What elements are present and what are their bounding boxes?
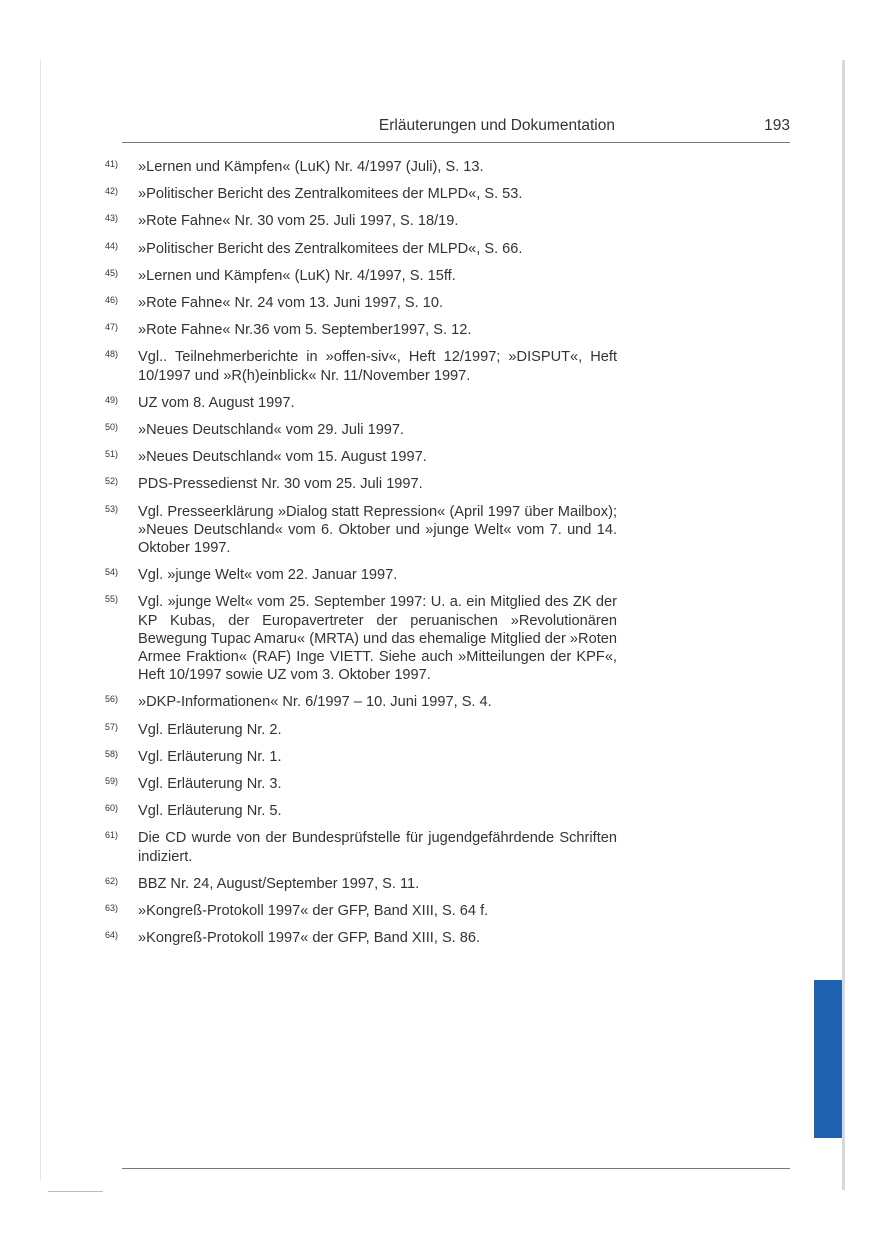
endnote-text: »Politischer Bericht des Zentralkomitees der MLPD«, S. 66.: [138, 240, 523, 257]
endnote: [105, 267, 617, 285]
running-header: [122, 116, 790, 143]
endnote: [105, 294, 617, 312]
endnote-text: »Neues Deutschland« vom 29. Juli 1997.: [138, 422, 405, 439]
endnote-number: 48): [105, 349, 119, 360]
endnote: [105, 240, 617, 258]
endnote-number: 50): [105, 422, 119, 433]
endnote-number: 44): [105, 240, 119, 251]
endnote-text: Vgl. Erläuterung Nr. 1.: [138, 748, 282, 765]
endnote: [105, 448, 617, 466]
endnote-number: 42): [105, 186, 119, 197]
endnote: [105, 566, 617, 584]
endnote-number: 41): [105, 159, 119, 169]
endnote-number: 49): [105, 394, 119, 405]
endnote: [105, 748, 617, 766]
endnote-text: »DKP-Informationen« Nr. 6/1997 – 10. Juni 1997, S. 4.: [138, 694, 492, 711]
page-edge-right: [842, 60, 845, 1190]
endnote: [105, 212, 617, 230]
endnote-number: 52): [105, 476, 119, 487]
endnote-text: »Rote Fahne« Nr. 30 vom 25. Juli 1997, S. 18/19.: [138, 213, 459, 230]
endnote-text: »Politischer Bericht des Zentralkomitees der MLPD«, S. 53.: [138, 186, 523, 203]
endnote-number: 64): [105, 930, 119, 941]
endnote-number: 45): [105, 267, 119, 278]
endnote-text: »Rote Fahne« Nr.36 vom 5. September1997, S. 12.: [138, 322, 472, 339]
endnote-number: 63): [105, 903, 119, 914]
thumb-index-tab: [814, 980, 842, 1138]
endnote: [105, 721, 617, 739]
endnote-number: 47): [105, 322, 119, 333]
endnote-text: Vgl. Erläuterung Nr. 2.: [138, 721, 282, 738]
scan-mark: [48, 1191, 103, 1192]
endnote-number: 58): [105, 748, 119, 759]
endnote: [105, 185, 617, 203]
endnote: [105, 158, 617, 176]
endnote-text: »Rote Fahne« Nr. 24 vom 13. Juni 1997, S. 10.: [138, 295, 444, 312]
endnote-text: »Lernen und Kämpfen« (LuK) Nr. 4/1997 (Juli), S. 13.: [138, 159, 484, 175]
endnote-number: 56): [105, 694, 119, 705]
page-number: 193: [764, 117, 790, 134]
endnote: [105, 902, 617, 920]
endnote-text: UZ vom 8. August 1997.: [138, 394, 295, 411]
endnote-text: »Kongreß-Protokoll 1997« der GFP, Band XIII, S. 86.: [138, 930, 481, 947]
endnote: [105, 929, 617, 947]
endnote-number: 46): [105, 295, 119, 306]
endnote: [105, 693, 617, 711]
endnote-number: 59): [105, 776, 119, 787]
endnote-text: Vgl. »junge Welt« vom 22. Januar 1997.: [138, 567, 398, 584]
endnote-text: PDS-Pressedienst Nr. 30 vom 25. Juli 1997.: [138, 476, 423, 493]
endnote: [105, 421, 617, 439]
endnote: [105, 503, 617, 558]
endnote-text: Vgl.. Teilnehmerberichte in »offen-siv«, Heft 12/1997; »DISPUT«, Heft 10/1997 und »R(h)einblick« Nr. 11/November 1997.: [138, 349, 617, 384]
endnote-number: 57): [105, 721, 119, 732]
endnote-text: Vgl. »junge Welt« vom 25. September 1997: U. a. ein Mitglied des ZK der KP Kubas, der Europavertreter der peruanischen »Revolutionären Bewegung Tupac Amaru« (MRTA) und das ehemalige Mitglied der »Roten Armee Fraktion« (RAF) Inge VIETT. Siehe auch »Mitteilungen der KPF«, Heft 10/1997 sowie UZ vom 3. Oktober 1997.: [138, 594, 617, 684]
endnote-text: Die CD wurde von der Bundesprüfstelle für jugendgefährdende Schriften indiziert.: [138, 830, 617, 865]
endnote: [105, 593, 617, 684]
endnote: [105, 348, 617, 384]
endnote-text: BBZ Nr. 24, August/September 1997, S. 11.: [138, 875, 420, 892]
endnote-number: 51): [105, 449, 119, 460]
endnote: [105, 875, 617, 893]
running-header-title: Erläuterungen und Dokumentation: [378, 117, 615, 134]
endnote: [105, 802, 617, 820]
endnote-text: »Kongreß-Protokoll 1997« der GFP, Band XIII, S. 64 f.: [138, 903, 489, 920]
endnote-number: 53): [105, 503, 119, 514]
endnotes-list: [105, 158, 617, 957]
endnote-number: 60): [105, 803, 119, 814]
endnote-text: Vgl. Presseerklärung »Dialog statt Repression« (April 1997 über Mailbox); »Neues Deutschland« vom 6. Oktober und »junge Welt« vom 7. und 14. Oktober 1997.: [138, 503, 617, 557]
footer-rule: [122, 1168, 790, 1169]
page-edge-left: [40, 60, 41, 1180]
endnote: [105, 394, 617, 412]
endnote-text: »Neues Deutschland« vom 15. August 1997.: [138, 449, 427, 466]
endnote-number: 43): [105, 213, 119, 224]
endnote: [105, 321, 617, 339]
endnote-text: Vgl. Erläuterung Nr. 3.: [138, 776, 282, 793]
endnote-number: 61): [105, 830, 119, 841]
endnote: [105, 475, 617, 493]
endnote-number: 62): [105, 875, 119, 886]
endnote-text: »Lernen und Kämpfen« (LuK) Nr. 4/1997, S. 15ff.: [138, 267, 456, 284]
endnote: [105, 829, 617, 865]
endnote-text: Vgl. Erläuterung Nr. 5.: [138, 803, 282, 820]
endnote: [105, 775, 617, 793]
endnote-number: 54): [105, 567, 119, 578]
endnote-number: 55): [105, 594, 119, 605]
